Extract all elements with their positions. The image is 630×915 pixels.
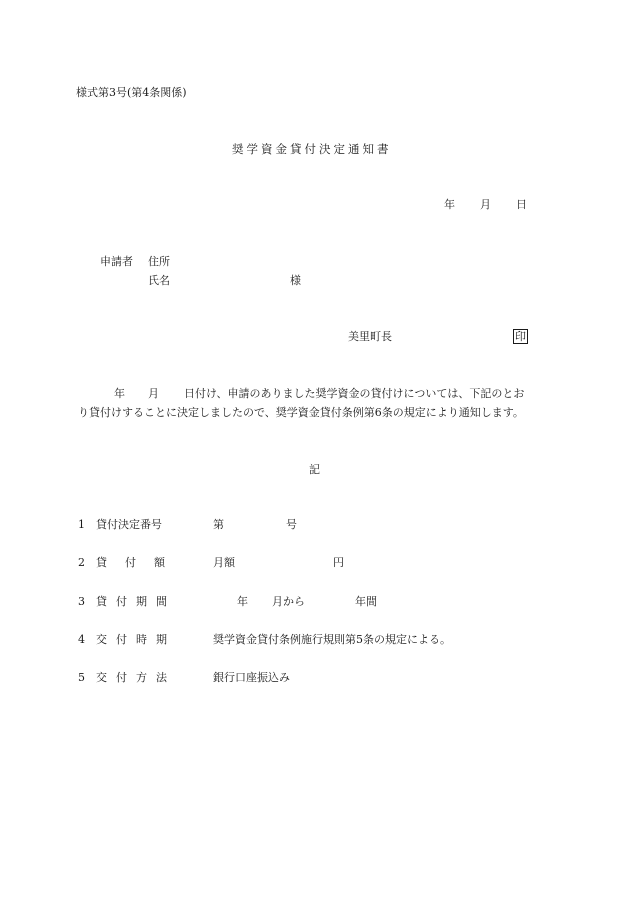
item-label-char: 付: [116, 633, 127, 646]
item-label-char: 法: [156, 671, 167, 684]
item-value: 月額: [213, 556, 235, 569]
date-day: 日: [516, 198, 527, 211]
address-label: 住所: [148, 255, 170, 268]
item-label-char: 間: [156, 595, 167, 608]
item-label-char: 貸: [96, 595, 107, 608]
item-number: 3: [78, 595, 85, 608]
item-value: 年: [237, 595, 248, 608]
item-label-char: 付: [125, 556, 136, 569]
item-label-char: 額: [154, 556, 165, 569]
item-value: 銀行口座振込み: [213, 671, 290, 684]
item-value: 第: [213, 518, 224, 531]
body-line-1: 日付け、申請のありました奨学資金の貸付けについては、下記のとお: [184, 387, 525, 400]
item-value-3: 年間: [355, 595, 377, 608]
item-label-char: 時: [136, 633, 147, 646]
document-title: 奨学資金貸付決定通知書: [232, 142, 392, 156]
form-number: 様式第3号(第4条関係): [76, 86, 187, 99]
applicant-label: 申請者: [100, 255, 133, 268]
seal-mark: [513, 329, 528, 344]
seal-mark-text: 印: [515, 330, 526, 343]
item-label-char: 交: [96, 633, 107, 646]
item-value: 奨学資金貸付条例施行規則第5条の規定による。: [213, 633, 451, 646]
honorific: 様: [290, 274, 301, 287]
item-label-char: 方: [136, 671, 147, 684]
item-value-2: 円: [333, 556, 344, 569]
body-month: 月: [148, 387, 159, 400]
ki-heading: 記: [309, 463, 320, 476]
item-label-char: 付: [116, 671, 127, 684]
item-label-char: 期: [136, 595, 147, 608]
body-line-2: り貸付けすることに決定しましたので、奨学資金貸付条例第6条の規定により通知します。: [78, 406, 524, 419]
item-number: 4: [78, 633, 85, 646]
item-number: 1: [78, 518, 85, 531]
item-label-char: 付: [116, 595, 127, 608]
item-value-2: 号: [286, 518, 297, 531]
name-label: 氏名: [148, 274, 170, 287]
date-month: 月: [480, 198, 491, 211]
item-number: 2: [78, 556, 85, 569]
item-value-2: 月から: [272, 595, 305, 608]
item-label-char: 交: [96, 671, 107, 684]
item-label-char: 貸: [96, 556, 107, 569]
item-label-char: 期: [156, 633, 167, 646]
date-year: 年: [444, 198, 455, 211]
issuer-name: 美里町長: [348, 330, 392, 343]
item-label: 貸付決定番号: [96, 518, 162, 531]
item-number: 5: [78, 671, 85, 684]
body-year: 年: [114, 387, 125, 400]
